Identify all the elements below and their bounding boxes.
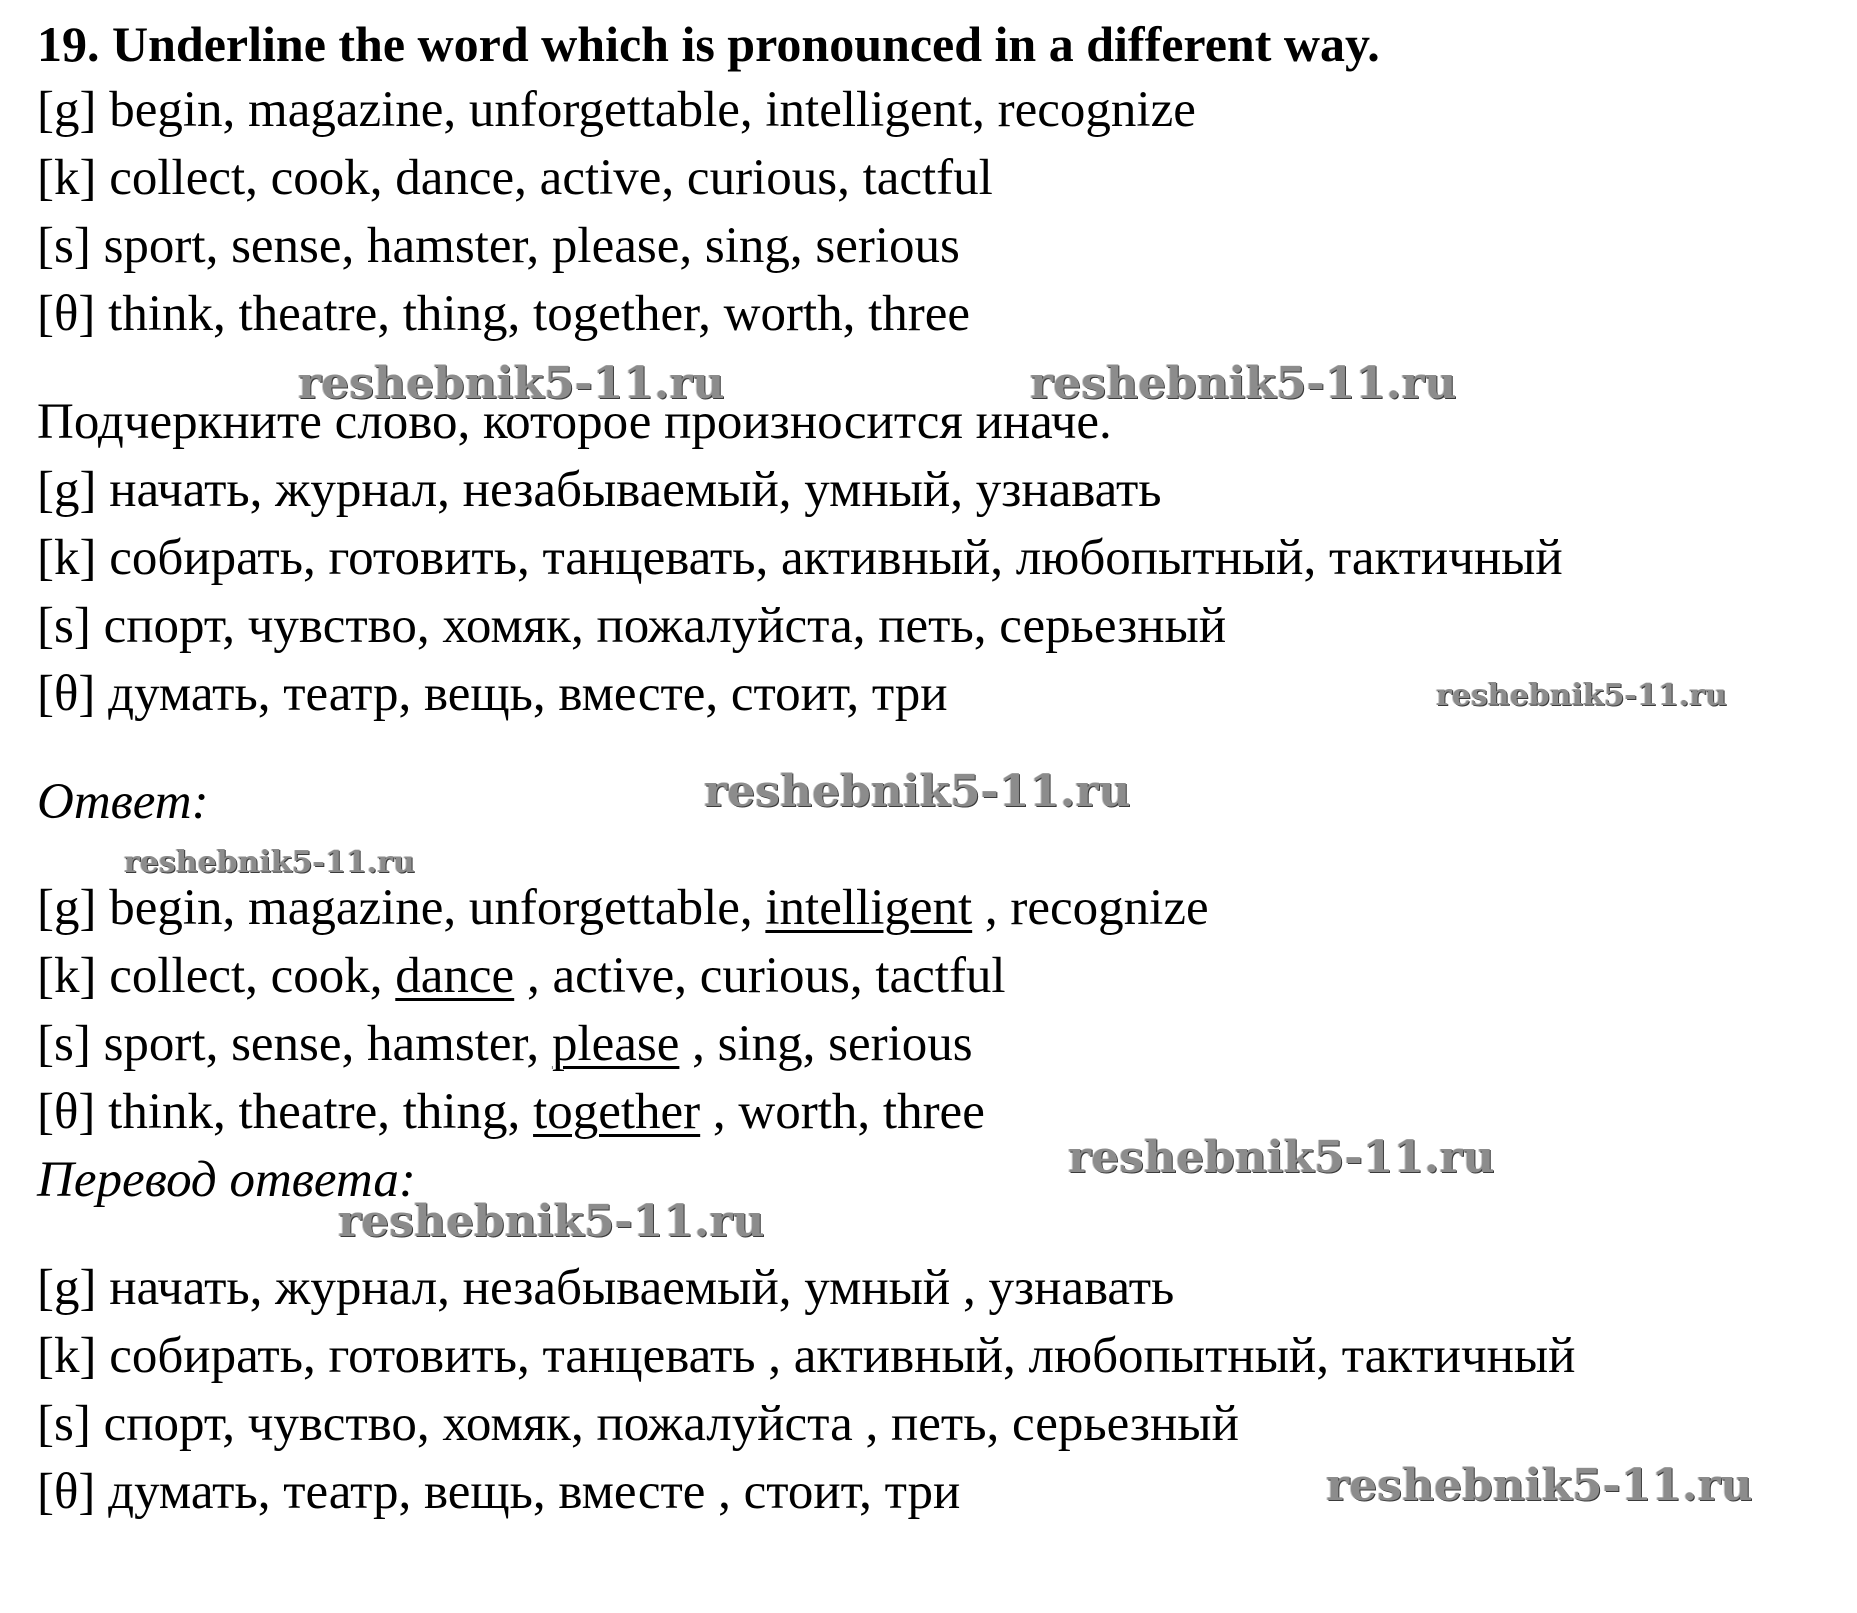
exercise-line-th: [θ] think, theatre, thing, together, worth, three (37, 286, 971, 342)
exercise-title: 19. Underline the word which is pronounced in a different way. (37, 16, 1380, 72)
watermark: reshebnik5-11.ru (1326, 1460, 1753, 1511)
watermark: reshebnik5-11.ru (1030, 358, 1457, 409)
exercise-line-s: [s] sport, sense, hamster, please, sing, serious (37, 218, 960, 274)
translation-line-s: [s] спорт, чувство, хомяк, пожалуйста, петь, серьезный (37, 598, 1227, 654)
watermark: reshebnik5-11.ru (298, 358, 725, 409)
watermark: reshebnik5-11.ru (124, 845, 415, 880)
answer-line-k (37, 946, 1006, 1006)
answer-text-before: [g] begin, magazine, unforgettable, (37, 880, 766, 936)
answer-underlined-word: together (533, 1084, 701, 1140)
answer-translation-label: Перевод ответа: (37, 1152, 416, 1208)
answer-underlined-word: please (551, 1016, 680, 1072)
answer-translation-line-s: [s] спорт, чувство, хомяк, пожалуйста , петь, серьезный (37, 1396, 1239, 1452)
answer-text-after: , sing, serious (679, 1016, 973, 1072)
answer-text-before: [θ] think, theatre, thing, (37, 1084, 534, 1140)
answer-text-after: , worth, three (700, 1084, 985, 1140)
exercise-line-g: [g] begin, magazine, unforgettable, intelligent, recognize (37, 82, 1196, 138)
answer-label: Ответ: (37, 774, 209, 830)
translation-line-g: [g] начать, журнал, незабываемый, умный, узнавать (37, 462, 1162, 518)
exercise-line-k: [k] collect, cook, dance, active, curious, tactful (37, 150, 993, 206)
watermark: reshebnik5-11.ru (1436, 678, 1727, 713)
watermark: reshebnik5-11.ru (1068, 1132, 1495, 1183)
answer-text-before: [s] sport, sense, hamster, (37, 1016, 552, 1072)
translation-line-th: [θ] думать, театр, вещь, вместе, стоит, три (37, 666, 948, 722)
watermark: reshebnik5-11.ru (704, 766, 1131, 817)
answer-line-th (37, 1082, 985, 1142)
answer-text-after: , active, curious, tactful (514, 948, 1006, 1004)
watermark: reshebnik5-11.ru (338, 1196, 765, 1247)
answer-underlined-word: dance (395, 948, 515, 1004)
answer-line-g (37, 878, 1209, 938)
answer-line-s (37, 1014, 973, 1074)
answer-text-before: [k] collect, cook, (37, 948, 396, 1004)
answer-translation-line-k: [k] собирать, готовить, танцевать , активный, любопытный, тактичный (37, 1328, 1576, 1384)
translation-line-k: [k] собирать, готовить, танцевать, активный, любопытный, тактичный (37, 530, 1563, 586)
answer-translation-line-th: [θ] думать, театр, вещь, вместе , стоит, три (37, 1464, 961, 1520)
translation-heading: Подчеркните слово, которое произносится иначе. (37, 394, 1112, 450)
answer-text-after: , recognize (972, 880, 1209, 936)
answer-underlined-word: intelligent (765, 880, 973, 936)
answer-translation-line-g: [g] начать, журнал, незабываемый, умный , узнавать (37, 1260, 1175, 1316)
